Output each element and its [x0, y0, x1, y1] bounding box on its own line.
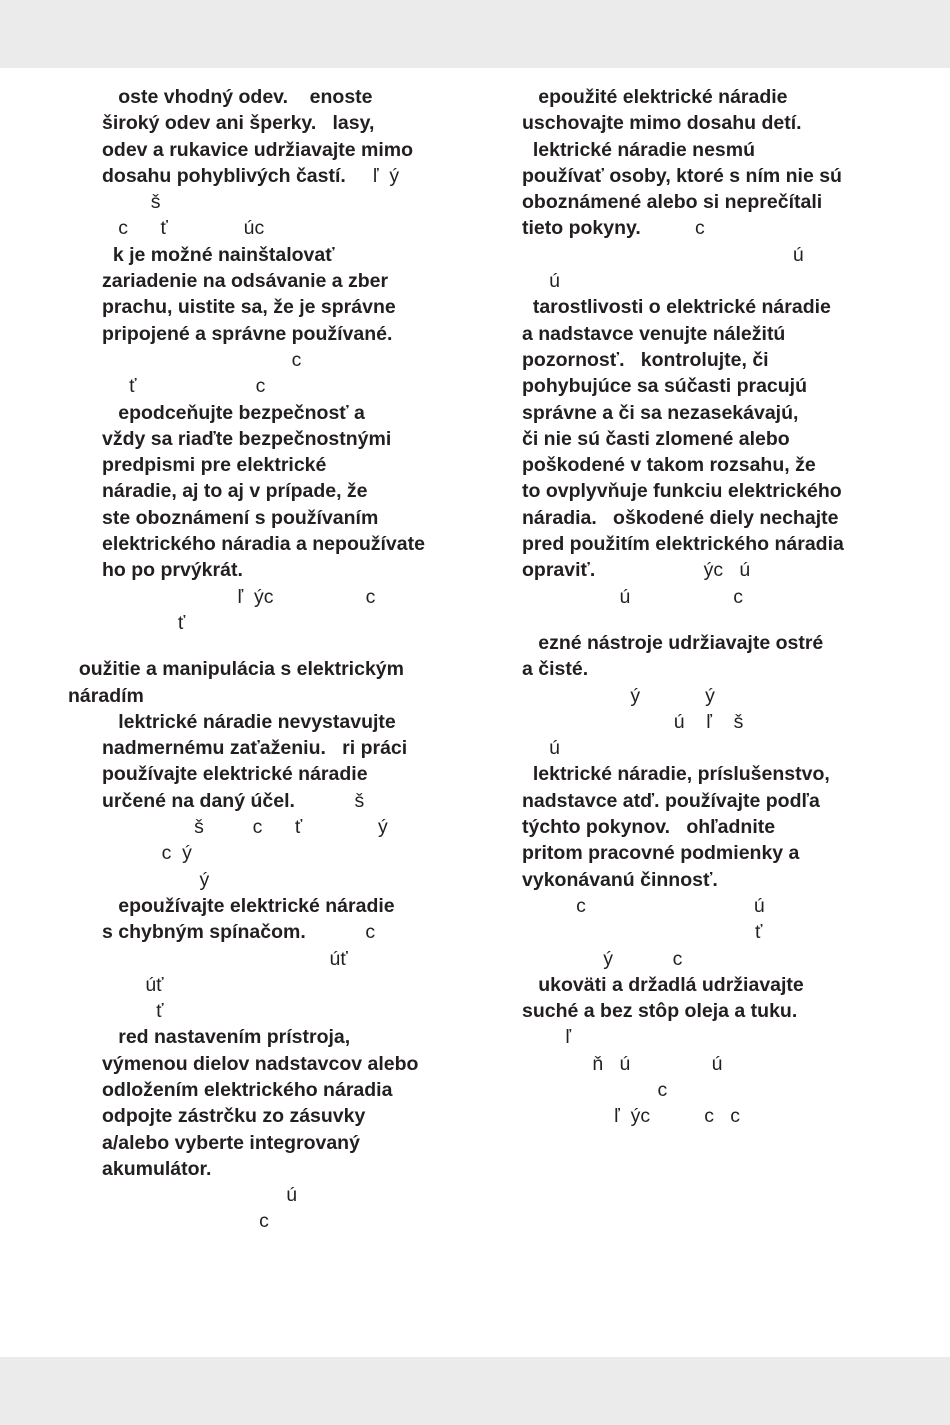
fragment-line: ú	[522, 737, 560, 760]
fragment-text: ľ ý	[345, 164, 400, 187]
section-heading	[68, 656, 468, 709]
text-line: správne a či sa nezasekávajú,	[522, 401, 799, 424]
block-overload	[68, 709, 468, 893]
fragment-line: ť	[102, 611, 186, 634]
bold-text: s chybným spínačom.	[102, 921, 306, 944]
fragment-line: ľ	[522, 1026, 572, 1049]
text-line: pred použitím elektrického náradia	[522, 533, 844, 556]
block-accessories	[522, 761, 892, 971]
text-line	[522, 215, 892, 241]
text-line: epoužívajte elektrické náradie	[102, 894, 395, 917]
fragment-line: ú	[522, 243, 804, 266]
text-line: lektrické náradie nesmú	[522, 138, 756, 161]
fragment-line: c ý	[102, 842, 192, 865]
text-line: oboznámené alebo si neprečítali	[522, 191, 823, 214]
fragment-line: ľ ýc c	[102, 585, 376, 608]
fragment-line: ý	[102, 868, 210, 891]
text-line: oste vhodný odev. enoste	[102, 86, 373, 108]
text-line: a čisté.	[522, 658, 589, 681]
spacer	[522, 610, 892, 630]
text-line: používajte elektrické náradie	[102, 763, 368, 786]
text-line	[522, 557, 892, 583]
left-column	[68, 84, 468, 1235]
text-line	[102, 788, 468, 814]
fragment-line: š	[102, 191, 161, 214]
text-line: epoužité elektrické náradie	[522, 86, 788, 108]
bold-text: tieto pokyny.	[522, 217, 641, 240]
text-line: náradia. oškodené diely nechajte	[522, 506, 839, 529]
block-storage	[522, 84, 892, 294]
text-line: odev a rukavice udržiavajte mimo	[102, 138, 414, 161]
text-line: uschovajte mimo dosahu detí.	[522, 112, 802, 135]
fragment-line: úť	[102, 947, 348, 970]
text-line: poškodené v takom rozsahu, že	[522, 454, 816, 477]
text-line: akumulátor.	[102, 1157, 212, 1180]
fragment-line: ú	[102, 1184, 298, 1207]
text-line: náradie, aj to aj v prípade, že	[102, 480, 368, 503]
text-line: vykonávanú činnosť.	[522, 868, 718, 891]
text-line: používať osoby, ktoré s ním nie sú	[522, 164, 842, 187]
fragment-line: c	[522, 1078, 668, 1101]
text-line: pohybujúce sa súčasti pracujú	[522, 375, 807, 398]
text-line: ste oboznámení s používaním	[102, 506, 379, 529]
text-line: pozornosť. kontrolujte, či	[522, 348, 769, 371]
text-line: týchto pokynov. ohľadnite	[522, 816, 776, 839]
right-column	[522, 84, 892, 1130]
heading-line: oužitie a manipulácia s elektrickým	[68, 658, 404, 681]
heading-line: náradím	[68, 684, 144, 707]
text-line: a nadstavce venujte náležitú	[522, 322, 786, 345]
text-line: ukoväti a držadlá udržiavajte	[522, 973, 804, 996]
footer-band	[0, 1357, 950, 1425]
text-line: prachu, uistite sa, že je správne	[102, 296, 396, 319]
fragment-line: ň ú ú	[522, 1052, 723, 1075]
fragment-line: ť c	[102, 375, 266, 398]
fragment-line: c ť úc	[102, 217, 265, 240]
text-line	[102, 919, 468, 945]
text-line: to ovplyvňuje funkciu elektrického	[522, 480, 842, 503]
block-dust-extraction	[68, 242, 468, 400]
fragment-text: c	[640, 217, 705, 240]
text-line: vždy sa riaďte bezpečnostnými	[102, 427, 392, 450]
text-line: suché a bez stôp oleja a tuku.	[522, 1000, 798, 1023]
text-line: výmenou dielov nadstavcov alebo	[102, 1052, 419, 1075]
fragment-line: c	[102, 1210, 269, 1233]
text-line: pripojené a správne používané.	[102, 322, 393, 345]
text-line: red nastavením prístroja,	[102, 1026, 351, 1049]
text-line: pritom pracovné podmienky a	[522, 842, 800, 865]
text-line: k je možné nainštalovať	[102, 243, 335, 266]
text-line: široký odev ani šperky. lasy,	[102, 112, 375, 135]
fragment-line: c ú	[522, 894, 765, 917]
text-line: či nie sú časti zlomené alebo	[522, 427, 790, 450]
block-disconnect	[68, 1024, 468, 1234]
text-line: tarostlivosti o elektrické náradie	[522, 296, 831, 319]
text-line: odpojte zástrčku zo zásuvky	[102, 1105, 366, 1128]
fragment-text: š	[294, 789, 365, 812]
text-line: ezné nástroje udržiavajte ostré	[522, 631, 824, 654]
fragment-line: ľ ýc c c	[522, 1105, 741, 1128]
spacer	[68, 636, 468, 656]
text-line: lektrické náradie nevystavujte	[102, 710, 396, 733]
text-line: elektrického náradia a nepoužívate	[102, 533, 425, 556]
bold-text: dosahu pohyblivých častí.	[102, 164, 346, 187]
bold-text: určené na daný účel.	[102, 789, 295, 812]
fragment-text: c	[305, 921, 376, 944]
fragment-line: úť	[102, 973, 164, 996]
fragment-line: ú c	[522, 585, 744, 608]
bold-text: opraviť.	[522, 559, 596, 582]
text-line	[102, 163, 468, 189]
header-band	[0, 0, 950, 68]
text-line: lektrické náradie, príslušenstvo,	[522, 763, 830, 786]
text-line: nadmernému zaťaženiu. ri práci	[102, 737, 408, 760]
block-maintenance	[522, 294, 892, 610]
text-line: predpismi pre elektrické	[102, 454, 327, 477]
text-line: a/alebo vyberte integrovaný	[102, 1131, 360, 1154]
block-safety-rules	[68, 400, 468, 637]
text-line: odložením elektrického náradia	[102, 1078, 393, 1101]
fragment-line: ť	[522, 921, 763, 944]
fragment-line: ú ľ š	[522, 710, 744, 733]
fragment-line: ý ý	[522, 684, 715, 707]
text-line: ho po prvýkrát.	[102, 559, 243, 582]
text-line: epodceňujte bezpečnosť a	[102, 401, 365, 424]
fragment-line: š c ť ý	[102, 816, 388, 839]
text-line: nadstavce atď. používajte podľa	[522, 789, 820, 812]
fragment-line: ý c	[522, 947, 683, 970]
block-cutting-tools	[522, 630, 892, 761]
block-faulty-switch	[68, 893, 468, 1024]
text-line: zariadenie na odsávanie a zber	[102, 270, 389, 293]
fragment-line: c	[102, 348, 302, 371]
fragment-text: ýc ú	[595, 559, 751, 582]
fragment-line: ť	[102, 1000, 164, 1023]
block-clothing	[68, 84, 468, 242]
block-handles	[522, 972, 892, 1130]
fragment-line: ú	[522, 270, 560, 293]
